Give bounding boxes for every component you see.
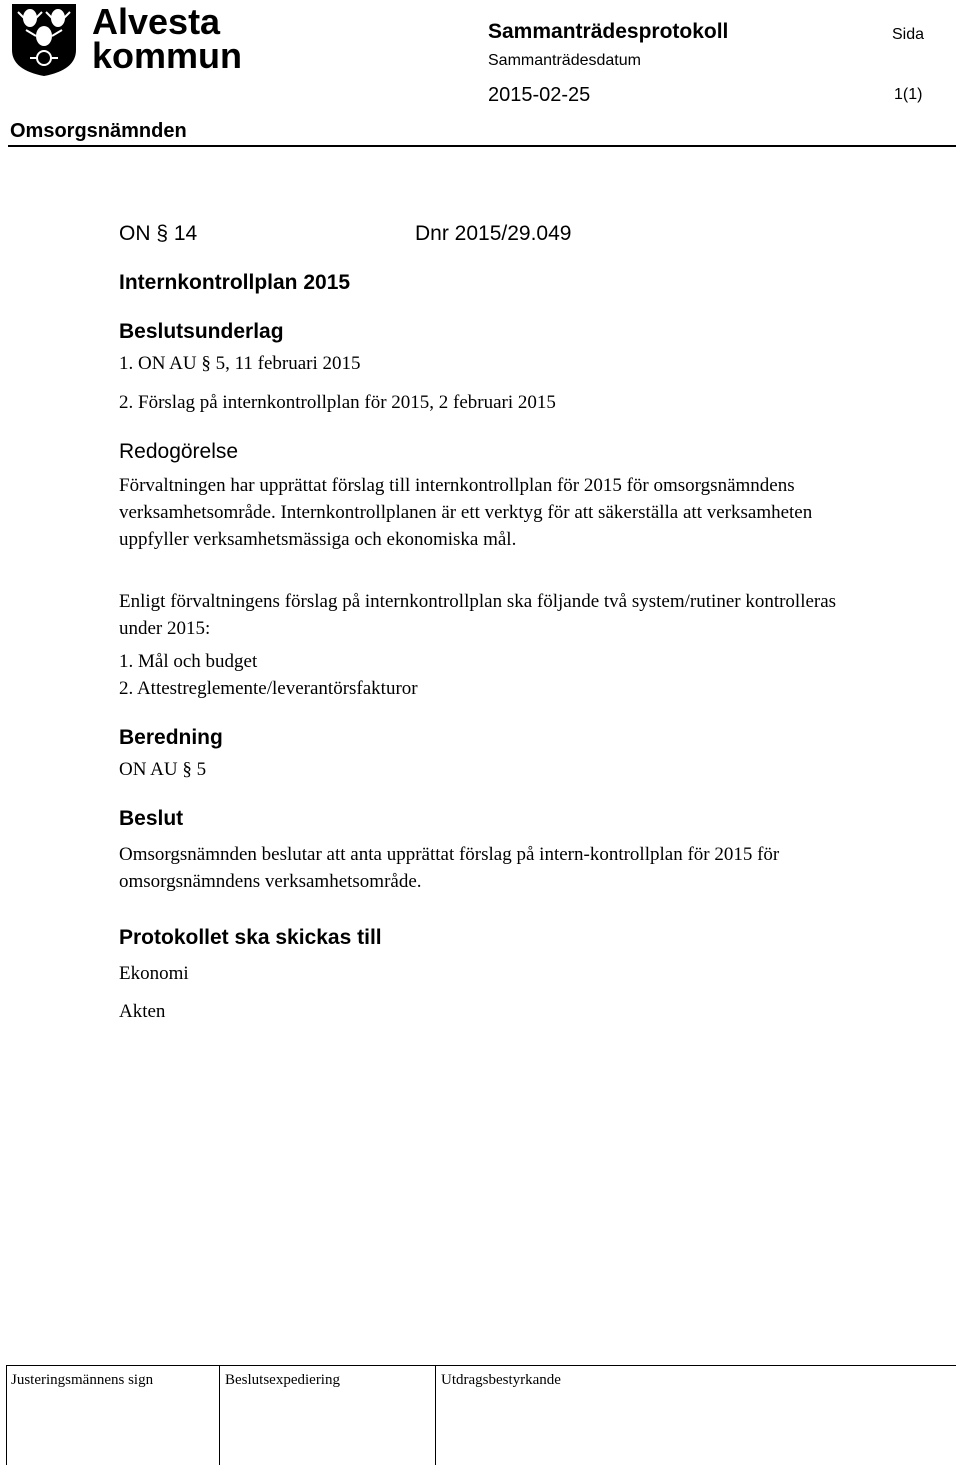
footer-dispatch-label: Beslutsexpediering [225,1372,340,1388]
committee-name: Omsorgsnämnden [10,120,187,142]
account-heading: Redogörelse [119,440,239,463]
distribution-recipient: Ekonomi [119,963,189,984]
account-paragraph: Enligt förvaltningens förslag på internkontrollplan ska följande två system/rutiner kontrolleras under 2015: [119,591,837,639]
preparation-heading: Beredning [119,726,223,749]
decision-text: Omsorgsnämnden beslutar att anta upprättat förslag på intern-kontrollplan för 2015 för omsorgsnämndens verksamhetsområde. [119,844,780,892]
account-list-item: 1. Mål och budget [119,651,258,672]
alvesta-kommun-logo [10,2,242,76]
coat-of-arms-icon [12,4,76,76]
decision-basis-heading: Beslutsunderlag [119,320,284,343]
page-label: Sida [892,26,925,43]
meeting-date: 2015-02-25 [488,84,591,106]
document-type: Sammanträdesprotokoll [488,20,729,43]
account-list-item: 2. Attestreglemente/leverantörsfakturor [119,678,418,699]
logo-text-kommun: kommun [92,35,242,76]
logo-text-alvesta: Alvesta [92,2,221,42]
decision-heading: Beslut [119,807,184,830]
page-number: 1(1) [894,86,923,103]
decision-basis-item: 1. ON AU § 5, 11 februari 2015 [119,353,361,374]
signature-footer-table [6,1365,956,1465]
preparation-text: ON AU § 5 [119,759,207,780]
account-paragraph: Förvaltningen har upprättat förslag till internkontrollplan för 2015 för omsorgsnämndens verksamhetsområde. Internkontrollplanen är ett verktyg för att säkerställa att verksamheten uppfyller verksamhetsmässiga och ekonomiska mål. [119,475,813,550]
footer-column-divider [435,1366,436,1465]
decision-basis-item: 2. Förslag på internkontrollplan för 2015, 2 februari 2015 [119,392,556,413]
header-divider [8,145,956,147]
meeting-date-label: Sammanträdesdatum [488,52,641,69]
item-reference: ON § 14 [119,222,198,245]
distribution-recipient: Akten [119,1001,166,1022]
distribution-heading: Protokollet ska skickas till [119,926,382,949]
item-dnr: Dnr 2015/29.049 [415,222,572,245]
footer-extract-certification-label: Utdragsbestyrkande [441,1372,561,1388]
item-title: Internkontrollplan 2015 [119,271,351,294]
footer-column-divider [219,1366,220,1465]
footer-adjusters-sign-label: Justeringsmännens sign [11,1372,154,1388]
